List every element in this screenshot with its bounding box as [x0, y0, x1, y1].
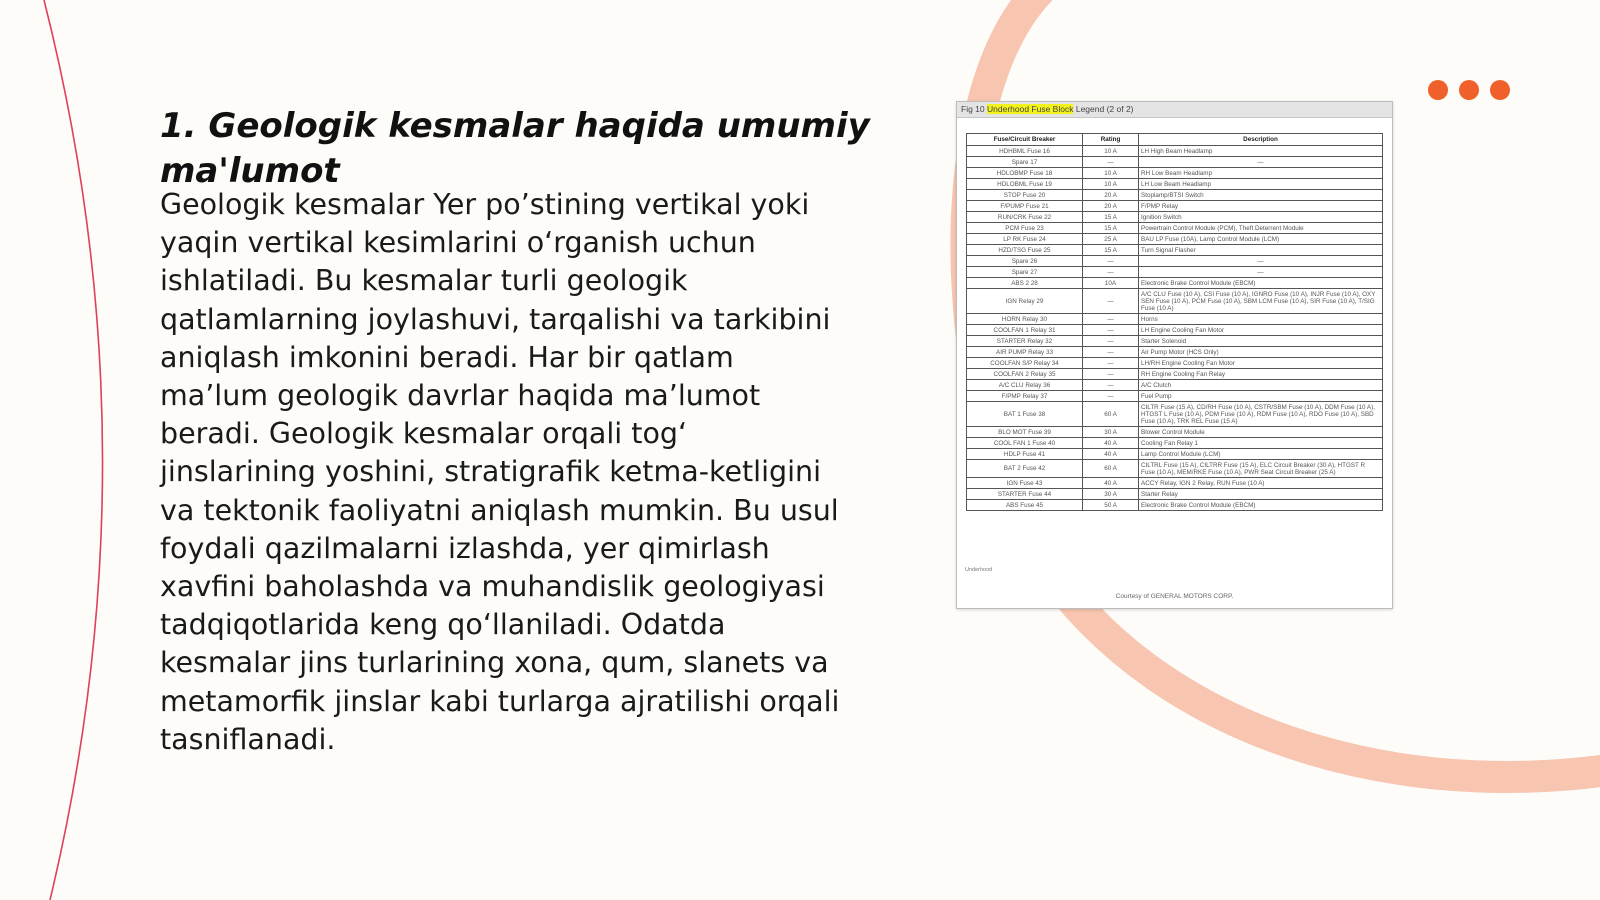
table-cell: — — [1083, 336, 1139, 347]
table-cell: COOLFAN S/P Relay 34 — [967, 358, 1083, 369]
table-row — [967, 427, 1383, 438]
table-cell: — — [1139, 256, 1383, 267]
table-row — [967, 347, 1383, 358]
table-cell: 10 A — [1083, 146, 1139, 157]
table-cell: 40 A — [1083, 478, 1139, 489]
table-row — [967, 325, 1383, 336]
table-cell: — — [1139, 267, 1383, 278]
table-cell: Blower Control Module — [1139, 427, 1383, 438]
table-cell: HORN Relay 30 — [967, 314, 1083, 325]
table-row — [967, 157, 1383, 168]
left-accent-line — [44, 0, 103, 900]
table-cell: 20 A — [1083, 190, 1139, 201]
table-row — [967, 460, 1383, 478]
table-row — [967, 314, 1383, 325]
table-cell: BAT 1 Fuse 38 — [967, 402, 1083, 427]
table-cell: RH Engine Cooling Fan Relay — [1139, 369, 1383, 380]
table-cell: IGN Fuse 43 — [967, 478, 1083, 489]
table-cell: 60 A — [1083, 460, 1139, 478]
table-row — [967, 256, 1383, 267]
table-cell: HDLP Fuse 41 — [967, 449, 1083, 460]
table-cell: RUN/CRK Fuse 22 — [967, 212, 1083, 223]
table-cell: 40 A — [1083, 449, 1139, 460]
table-cell: A/C CLU Relay 36 — [967, 380, 1083, 391]
figure-credit: Courtesy of GENERAL MOTORS CORP. — [1115, 593, 1234, 600]
column-header: Description — [1139, 134, 1383, 146]
slide-body-text: Geologik kesmalar Yer po’stining vertikal yoki yaqin vertikal kesimlarini o‘rganish uchun ishlatiladi. Bu kesmalar turli geologik qatlamlarning joylashuvi, tarqalishi va tarkibini aniqlash imkonini beradi. Har bir qatlam ma’lum geologik davrlar haqida ma’lumot beradi. Geologik kesmalar orqali tog‘ jinslarining yoshini, stratigrafik ketma-ketligini va tektonik faoliyatni aniqlash mumkin. Bu usul foydali qazilmalarni izlashda, yer qimirlash xavfini baholashda va muhandislik geologiyasi tadqiqotlarida keng qo‘llaniladi. Odatda kesmalar jins turlarining xona, qum, slanets va metamorfik jinslar kabi turlarga ajratilishi orqali tasniflanadi. — [160, 188, 840, 756]
table-cell: — — [1083, 347, 1139, 358]
table-row — [967, 267, 1383, 278]
table-cell: — — [1083, 256, 1139, 267]
table-cell: — — [1083, 380, 1139, 391]
table-row — [967, 179, 1383, 190]
table-row — [967, 369, 1383, 380]
table-row — [967, 438, 1383, 449]
table-cell: 50 A — [1083, 500, 1139, 511]
table-cell: 30 A — [1083, 427, 1139, 438]
table-cell: 15 A — [1083, 223, 1139, 234]
table-header-row — [967, 134, 1383, 146]
table-cell: RH Low Beam Headlamp — [1139, 168, 1383, 179]
menu-dots-icon — [1428, 80, 1510, 100]
table-cell: AIR PUMP Relay 33 — [967, 347, 1083, 358]
table-cell: 10 A — [1083, 179, 1139, 190]
table-row — [967, 190, 1383, 201]
table-cell: HDLOBML Fuse 19 — [967, 179, 1083, 190]
table-row — [967, 449, 1383, 460]
table-cell: LP RK Fuse 24 — [967, 234, 1083, 245]
table-cell: Cooling Fan Relay 1 — [1139, 438, 1383, 449]
table-cell: Turn Signal Flasher — [1139, 245, 1383, 256]
fuse-legend-image — [956, 101, 1393, 609]
table-cell: HZD/TSG Fuse 25 — [967, 245, 1083, 256]
table-cell: Starter Relay — [1139, 489, 1383, 500]
table-cell: ABS 2 28 — [967, 278, 1083, 289]
table-cell: BAU LP Fuse (10A), Lamp Control Module (LCM) — [1139, 234, 1383, 245]
table-cell: STOP Fuse 20 — [967, 190, 1083, 201]
table-row — [967, 489, 1383, 500]
dot — [1428, 80, 1448, 100]
table-cell: — — [1083, 314, 1139, 325]
dot — [1459, 80, 1479, 100]
table-cell: BLO MOT Fuse 39 — [967, 427, 1083, 438]
table-cell: 40 A — [1083, 438, 1139, 449]
table-cell: COOLFAN 1 Relay 31 — [967, 325, 1083, 336]
table-cell: CILTRL Fuse (15 A), CILTRR Fuse (15 A), ELC Circuit Breaker (30 A), HTGST R Fuse (10 A), MEM/RKE Fuse (10 A), PWR Seat Circuit Breaker (25 A) — [1139, 460, 1383, 478]
figure-caption: Fig 10 Underhood Fuse Block Legend (2 of 2) — [957, 102, 1392, 118]
table-cell: Lamp Control Module (LCM) — [1139, 449, 1383, 460]
table-cell: Fuel Pump — [1139, 391, 1383, 402]
table-cell: 10 A — [1083, 168, 1139, 179]
fuse-table — [966, 133, 1383, 511]
table-cell: LH/RH Engine Cooling Fan Motor — [1139, 358, 1383, 369]
table-cell: Spare 27 — [967, 267, 1083, 278]
table-cell: CILTR Fuse (15 A), CD/RH Fuse (10 A), CSTR/SBM Fuse (10 A), DDM Fuse (10 A), HTGST L Fuse (10 A), PDM Fuse (10 A), RDM Fuse (10 A), RDO Fuse (10 A), SBD Fuse (10 A), TRK REL Fuse (15 A) — [1139, 402, 1383, 427]
table-cell: PCM Fuse 23 — [967, 223, 1083, 234]
table-cell: 15 A — [1083, 245, 1139, 256]
table-row — [967, 234, 1383, 245]
table-cell: HDHBML Fuse 16 — [967, 146, 1083, 157]
table-row — [967, 358, 1383, 369]
table-cell: 60 A — [1083, 402, 1139, 427]
table-cell: F/PMP Relay — [1139, 201, 1383, 212]
table-cell: 10A — [1083, 278, 1139, 289]
table-row — [967, 223, 1383, 234]
table-cell: A/C CLU Fuse (10 A), CSI Fuse (10 A), IGNRO Fuse (10 A), INJR Fuse (10 A), OXY SEN Fuse (10 A), PCM Fuse (10 A), SBM LCM Fuse (10 A), SIR Fuse (10 A), T/SIG Fuse (10 A) — [1139, 289, 1383, 314]
table-row — [967, 278, 1383, 289]
table-cell: — — [1083, 358, 1139, 369]
table-cell: Electronic Brake Control Module (EBCM) — [1139, 500, 1383, 511]
table-cell: 15 A — [1083, 212, 1139, 223]
table-cell: ACCY Relay, IGN 2 Relay, RUN Fuse (10 A) — [1139, 478, 1383, 489]
table-cell: COOLFAN 2 Relay 35 — [967, 369, 1083, 380]
table-cell: Ignition Switch — [1139, 212, 1383, 223]
table-cell: F/PUMP Fuse 21 — [967, 201, 1083, 212]
table-cell: Horns — [1139, 314, 1383, 325]
table-cell: STARTER Fuse 44 — [967, 489, 1083, 500]
table-cell: Spare 17 — [967, 157, 1083, 168]
column-header: Rating — [1083, 134, 1139, 146]
table-cell: A/C Clutch — [1139, 380, 1383, 391]
table-cell: — — [1083, 369, 1139, 380]
table-cell: Starter Solenoid — [1139, 336, 1383, 347]
table-cell: Electronic Brake Control Module (EBCM) — [1139, 278, 1383, 289]
table-row — [967, 402, 1383, 427]
table-row — [967, 168, 1383, 179]
table-cell: — — [1083, 157, 1139, 168]
slide-title: 1. Geologik kesmalar haqida umumiy ma'lumot — [160, 106, 870, 191]
table-row — [967, 380, 1383, 391]
table-cell: Stoplamp/BTSI Switch — [1139, 190, 1383, 201]
table-cell: F/PMP Relay 37 — [967, 391, 1083, 402]
figure-footnote: Underhood — [965, 567, 993, 573]
table-cell: ABS Fuse 45 — [967, 500, 1083, 511]
table-row — [967, 478, 1383, 489]
table-cell: 30 A — [1083, 489, 1139, 500]
table-cell: COOL FAN 1 Fuse 40 — [967, 438, 1083, 449]
table-cell: Spare 26 — [967, 256, 1083, 267]
table-cell: — — [1083, 267, 1139, 278]
table-cell: — — [1139, 157, 1383, 168]
table-row — [967, 212, 1383, 223]
table-row — [967, 245, 1383, 256]
table-cell: Air Pump Motor (HCS Only) — [1139, 347, 1383, 358]
table-cell: STARTER Relay 32 — [967, 336, 1083, 347]
table-cell: — — [1083, 325, 1139, 336]
table-cell: LH High Beam Headlamp — [1139, 146, 1383, 157]
table-cell: Powertrain Control Module (PCM), Theft Deterrent Module — [1139, 223, 1383, 234]
table-cell: IGN Relay 29 — [967, 289, 1083, 314]
table-row — [967, 146, 1383, 157]
table-cell: — — [1083, 289, 1139, 314]
table-cell: 25 A — [1083, 234, 1139, 245]
table-row — [967, 289, 1383, 314]
table-cell: LH Low Beam Headlamp — [1139, 179, 1383, 190]
table-row — [967, 391, 1383, 402]
dot — [1490, 80, 1510, 100]
column-header: Fuse/Circuit Breaker — [967, 134, 1083, 146]
table-cell: 20 A — [1083, 201, 1139, 212]
table-row — [967, 500, 1383, 511]
table-cell: — — [1083, 391, 1139, 402]
table-row — [967, 201, 1383, 212]
table-row — [967, 336, 1383, 347]
table-cell: BAT 2 Fuse 42 — [967, 460, 1083, 478]
table-cell: LH Engine Cooling Fan Motor — [1139, 325, 1383, 336]
table-cell: HDLOBMP Fuse 18 — [967, 168, 1083, 179]
